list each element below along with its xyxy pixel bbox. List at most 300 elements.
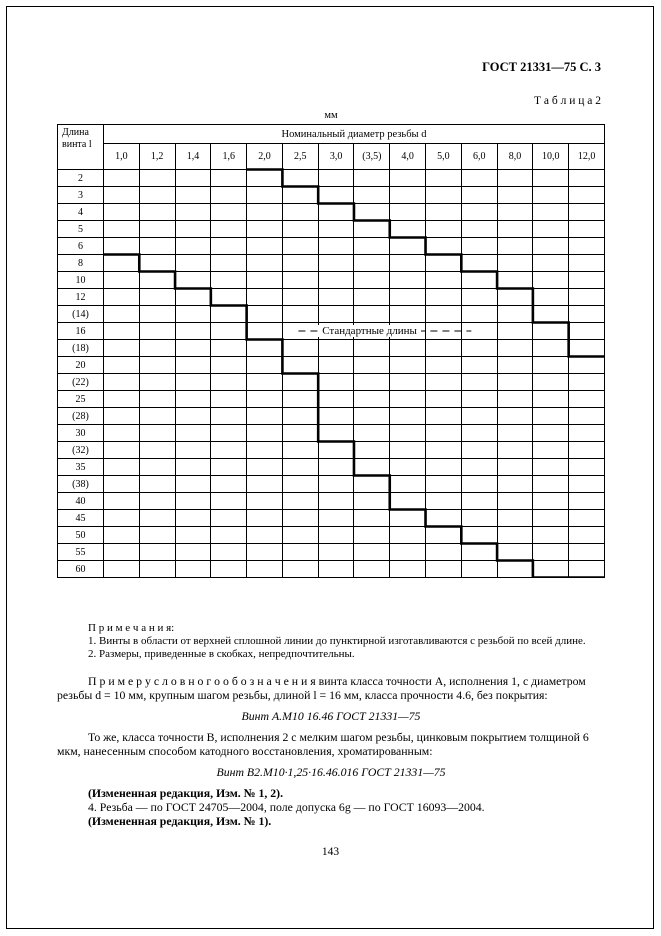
table-cell	[497, 170, 533, 187]
table-cell	[318, 170, 354, 187]
table-row	[58, 289, 605, 306]
table-cell	[461, 408, 497, 425]
table-cell	[533, 476, 569, 493]
table-caption: Т а б л и ц а 2	[533, 95, 601, 107]
table-cell	[282, 306, 318, 323]
table-cell	[282, 289, 318, 306]
diameter-value: 2,0	[247, 144, 283, 170]
table-cell	[569, 374, 605, 391]
table-cell	[175, 204, 211, 221]
table-cell	[390, 170, 426, 187]
table-cell	[211, 510, 247, 527]
diameter-header: Номинальный диаметр резьбы d	[104, 125, 605, 144]
table-cell	[318, 493, 354, 510]
table-cell	[461, 561, 497, 578]
table-cell	[569, 425, 605, 442]
table-cell	[104, 493, 140, 510]
table-cell	[318, 221, 354, 238]
table-cell	[569, 493, 605, 510]
table-cell	[139, 425, 175, 442]
length-label: 16	[58, 323, 104, 340]
table-cell	[318, 238, 354, 255]
table-cell	[104, 255, 140, 272]
table-cell	[282, 476, 318, 493]
table-cell	[175, 255, 211, 272]
example-intro-2: То же, класса точности В, исполнения 2 с мелким шагом резьбы, цинковым покрытием толщиной 6 мкм, нанесенным способом катодного восстановления, хроматированным:	[57, 730, 589, 758]
table-cell	[426, 544, 462, 561]
table-cell	[282, 323, 318, 340]
table-cell	[104, 510, 140, 527]
table-cell	[390, 221, 426, 238]
table-cell	[175, 425, 211, 442]
table-cell	[139, 374, 175, 391]
table-cell	[354, 255, 390, 272]
table-cell	[497, 306, 533, 323]
table-cell	[461, 204, 497, 221]
table-cell	[390, 510, 426, 527]
table-cell	[354, 493, 390, 510]
table-cell	[461, 170, 497, 187]
table-cell	[426, 442, 462, 459]
table-cell	[426, 476, 462, 493]
table-cell	[569, 340, 605, 357]
table-cell	[247, 442, 283, 459]
table-cell	[497, 204, 533, 221]
table-cell	[354, 340, 390, 357]
table-cell	[282, 493, 318, 510]
table-cell	[354, 289, 390, 306]
table-cell	[247, 459, 283, 476]
table-row	[58, 544, 605, 561]
table-cell	[426, 170, 462, 187]
length-col-header: Длина винта l	[58, 125, 104, 170]
table-cell	[104, 204, 140, 221]
table-cell	[426, 340, 462, 357]
table-row	[58, 561, 605, 578]
table-cell	[139, 357, 175, 374]
table-cell	[497, 493, 533, 510]
table-cell	[318, 187, 354, 204]
table-cell	[533, 357, 569, 374]
table-cell	[104, 289, 140, 306]
table-cell	[175, 187, 211, 204]
table-cell	[533, 340, 569, 357]
table-cell	[318, 255, 354, 272]
table-cell	[569, 170, 605, 187]
table-cell	[211, 408, 247, 425]
table-cell	[461, 527, 497, 544]
table-cell	[211, 391, 247, 408]
table-cell	[461, 374, 497, 391]
table-cell	[104, 408, 140, 425]
diameter-value: 4,0	[390, 144, 426, 170]
diameter-value: 1,2	[139, 144, 175, 170]
length-label: 8	[58, 255, 104, 272]
table-cell	[211, 255, 247, 272]
table-cell	[318, 527, 354, 544]
table-cell	[104, 221, 140, 238]
table-cell	[426, 323, 462, 340]
length-label: 4	[58, 204, 104, 221]
table-cell	[247, 204, 283, 221]
table-cell	[354, 391, 390, 408]
diameter-value: 2,5	[282, 144, 318, 170]
table-cell	[497, 289, 533, 306]
table-cell	[426, 357, 462, 374]
table-cell	[354, 374, 390, 391]
table-cell	[318, 425, 354, 442]
length-table	[57, 124, 605, 578]
table-cell	[390, 544, 426, 561]
table-cell	[497, 442, 533, 459]
table-row	[58, 425, 605, 442]
table-cell	[533, 306, 569, 323]
table-cell	[247, 306, 283, 323]
table-cell	[533, 323, 569, 340]
table-cell	[175, 357, 211, 374]
table-cell	[104, 272, 140, 289]
page-number: 143	[321, 846, 340, 858]
table-cell	[390, 425, 426, 442]
table-cell	[426, 306, 462, 323]
diameter-value: 5,0	[426, 144, 462, 170]
table-cell	[282, 187, 318, 204]
table-cell	[426, 374, 462, 391]
table-cell	[211, 425, 247, 442]
table-cell	[533, 255, 569, 272]
table-cell	[497, 272, 533, 289]
table-cell	[461, 289, 497, 306]
table-cell	[104, 476, 140, 493]
table-cell	[569, 391, 605, 408]
table-row	[58, 374, 605, 391]
table-cell	[390, 255, 426, 272]
table-cell	[461, 272, 497, 289]
table-cell	[533, 544, 569, 561]
table-cell	[139, 272, 175, 289]
table-cell	[282, 340, 318, 357]
table-cell	[175, 238, 211, 255]
table-cell	[569, 357, 605, 374]
table-cell	[461, 442, 497, 459]
table-cell	[139, 204, 175, 221]
table-row	[58, 476, 605, 493]
table-cell	[354, 170, 390, 187]
table-cell	[569, 238, 605, 255]
table-cell	[104, 170, 140, 187]
table-cell	[139, 340, 175, 357]
table-cell	[318, 306, 354, 323]
table-cell	[497, 408, 533, 425]
table-cell	[354, 476, 390, 493]
table-cell	[533, 493, 569, 510]
table-cell	[390, 527, 426, 544]
doc-reference: ГОСТ 21331—75 С. 3	[482, 60, 601, 74]
table-cell	[211, 221, 247, 238]
table-cell	[569, 306, 605, 323]
table-cell	[175, 561, 211, 578]
table-cell	[247, 289, 283, 306]
table-cell	[497, 187, 533, 204]
table-cell	[569, 527, 605, 544]
table-cell	[533, 374, 569, 391]
table-cell	[211, 527, 247, 544]
table-cell	[497, 391, 533, 408]
table-cell	[247, 170, 283, 187]
table-row	[58, 272, 605, 289]
table-cell	[139, 408, 175, 425]
table-cell	[497, 544, 533, 561]
table-cell	[354, 408, 390, 425]
table-cell	[533, 527, 569, 544]
length-label: 35	[58, 459, 104, 476]
table-cell	[318, 561, 354, 578]
table-cell	[282, 408, 318, 425]
length-label: (32)	[58, 442, 104, 459]
length-label: 50	[58, 527, 104, 544]
table-cell	[318, 544, 354, 561]
table-cell	[318, 408, 354, 425]
table-cell	[533, 221, 569, 238]
table-cell	[139, 561, 175, 578]
table-cell	[211, 493, 247, 510]
table-cell	[247, 425, 283, 442]
length-label: 6	[58, 238, 104, 255]
length-label: (38)	[58, 476, 104, 493]
table-cell	[461, 323, 497, 340]
table-cell	[247, 255, 283, 272]
table-cell	[533, 510, 569, 527]
length-label: 30	[58, 425, 104, 442]
table-cell	[139, 323, 175, 340]
table-row	[58, 340, 605, 357]
table-cell	[282, 170, 318, 187]
thread-item: 4. Резьба — по ГОСТ 24705—2004, поле допуска 6g — по ГОСТ 16093—2004.	[88, 800, 485, 814]
table-cell	[104, 561, 140, 578]
table-cell	[569, 255, 605, 272]
table-cell	[426, 459, 462, 476]
table-cell	[569, 289, 605, 306]
table-cell	[497, 323, 533, 340]
table-cell	[211, 187, 247, 204]
diameter-value: 1,0	[104, 144, 140, 170]
table-row	[58, 391, 605, 408]
table-cell	[318, 391, 354, 408]
table-cell	[426, 561, 462, 578]
table-cell	[318, 289, 354, 306]
table-cell	[497, 425, 533, 442]
table-cell	[426, 289, 462, 306]
table-cell	[569, 544, 605, 561]
table-cell	[139, 527, 175, 544]
table-cell	[426, 255, 462, 272]
table-cell	[104, 442, 140, 459]
table-cell	[175, 442, 211, 459]
table-row	[58, 221, 605, 238]
table-cell	[247, 374, 283, 391]
table-cell	[569, 442, 605, 459]
note-item-1: 1. Винты в области от верхней сплошной линии до пунктирной изготавливаются с резьбой по всей длине.	[88, 635, 586, 647]
table-cell	[175, 323, 211, 340]
table-cell	[497, 374, 533, 391]
table-cell	[569, 323, 605, 340]
table-cell	[569, 510, 605, 527]
table-cell	[497, 340, 533, 357]
table-row	[58, 527, 605, 544]
table-cell	[175, 476, 211, 493]
table-cell	[104, 306, 140, 323]
table-cell	[104, 544, 140, 561]
diameter-value: 1,6	[211, 144, 247, 170]
region-label: Стандартные длины	[318, 325, 421, 337]
table-row	[58, 238, 605, 255]
units-label: мм	[324, 110, 338, 121]
table-cell	[354, 204, 390, 221]
length-label: (18)	[58, 340, 104, 357]
table-cell	[175, 340, 211, 357]
table-cell	[354, 510, 390, 527]
table-cell	[318, 476, 354, 493]
table-row	[58, 187, 605, 204]
example-intro-1: П р и м е р у с л о в н о г о о б о з н а ч е н и я винта класса точности А, исполнения 1, с диаметром резьбы d = 10 мм, крупным шагом резьбы, длиной l = 16 мм, класса прочности 4.6, без покрытия:	[57, 674, 586, 702]
table-cell	[282, 374, 318, 391]
table-cell	[497, 527, 533, 544]
table-row	[58, 255, 605, 272]
table-cell	[104, 527, 140, 544]
table-cell	[247, 323, 283, 340]
table-cell	[426, 238, 462, 255]
table-row	[58, 510, 605, 527]
table-cell	[104, 459, 140, 476]
table-cell	[282, 561, 318, 578]
table-cell	[139, 544, 175, 561]
table-cell	[211, 170, 247, 187]
table-cell	[426, 272, 462, 289]
table-cell	[211, 340, 247, 357]
table-cell	[390, 459, 426, 476]
table-cell	[497, 459, 533, 476]
table-cell	[461, 187, 497, 204]
table-cell	[282, 357, 318, 374]
table-cell	[390, 204, 426, 221]
table-cell	[282, 391, 318, 408]
table-cell	[461, 493, 497, 510]
table-cell	[461, 238, 497, 255]
table-cell	[461, 221, 497, 238]
table-cell	[533, 408, 569, 425]
table-cell	[354, 272, 390, 289]
table-cell	[533, 459, 569, 476]
table-cell	[211, 544, 247, 561]
table-cell	[247, 408, 283, 425]
table-cell	[426, 493, 462, 510]
table-cell	[569, 476, 605, 493]
table-cell	[426, 510, 462, 527]
table-cell	[139, 187, 175, 204]
table-cell	[247, 493, 283, 510]
length-label: 12	[58, 289, 104, 306]
diameter-value: 8,0	[497, 144, 533, 170]
table-cell	[247, 187, 283, 204]
table-cell	[247, 340, 283, 357]
text-block	[57, 622, 605, 828]
length-label: 40	[58, 493, 104, 510]
length-label: (28)	[58, 408, 104, 425]
table-cell	[175, 493, 211, 510]
table-cell	[390, 408, 426, 425]
diameter-value: 12,0	[569, 144, 605, 170]
table-cell	[139, 238, 175, 255]
table-cell	[461, 391, 497, 408]
length-label: 60	[58, 561, 104, 578]
table-cell	[497, 476, 533, 493]
table-cell	[139, 493, 175, 510]
table-cell	[175, 272, 211, 289]
table-cell	[318, 442, 354, 459]
table-cell	[104, 425, 140, 442]
table-cell	[175, 408, 211, 425]
table-cell	[533, 561, 569, 578]
diameter-value: 3,0	[318, 144, 354, 170]
table-cell	[211, 323, 247, 340]
table-cell	[318, 272, 354, 289]
table-row	[58, 408, 605, 425]
table-cell	[104, 323, 140, 340]
table-cell	[211, 459, 247, 476]
diameter-value: 6,0	[461, 144, 497, 170]
table-cell	[354, 221, 390, 238]
table-cell	[247, 527, 283, 544]
table-cell	[282, 459, 318, 476]
amendment-note-1: (Измененная редакция, Изм. № 1, 2).	[88, 786, 284, 800]
length-label: 3	[58, 187, 104, 204]
table-cell	[175, 510, 211, 527]
table-cell	[390, 306, 426, 323]
table-cell	[390, 374, 426, 391]
table-cell	[569, 272, 605, 289]
table-cell	[247, 221, 283, 238]
table-cell	[282, 204, 318, 221]
length-label: 45	[58, 510, 104, 527]
table-cell	[247, 544, 283, 561]
table-cell	[282, 544, 318, 561]
length-label: 10	[58, 272, 104, 289]
table-cell	[497, 221, 533, 238]
table-cell	[104, 357, 140, 374]
table-cell	[318, 357, 354, 374]
table-cell	[175, 459, 211, 476]
table-cell	[461, 306, 497, 323]
table-cell	[354, 527, 390, 544]
designation-example-1: Винт А.М10 16.46 ГОСТ 21331—75	[241, 709, 421, 723]
amendment-note-2: (Измененная редакция, Изм. № 1).	[88, 814, 272, 828]
table-cell	[533, 425, 569, 442]
table-cell	[175, 306, 211, 323]
table-cell	[247, 238, 283, 255]
table-cell	[354, 459, 390, 476]
table-cell	[139, 510, 175, 527]
table-cell	[282, 255, 318, 272]
table-cell	[533, 289, 569, 306]
table-cell	[426, 187, 462, 204]
table-cell	[461, 425, 497, 442]
table-cell	[390, 357, 426, 374]
table-row	[58, 357, 605, 374]
note-item-2: 2. Размеры, приведенные в скобках, непредпочтительны.	[88, 648, 355, 660]
table-cell	[247, 272, 283, 289]
table-cell	[354, 544, 390, 561]
table-cell	[461, 544, 497, 561]
